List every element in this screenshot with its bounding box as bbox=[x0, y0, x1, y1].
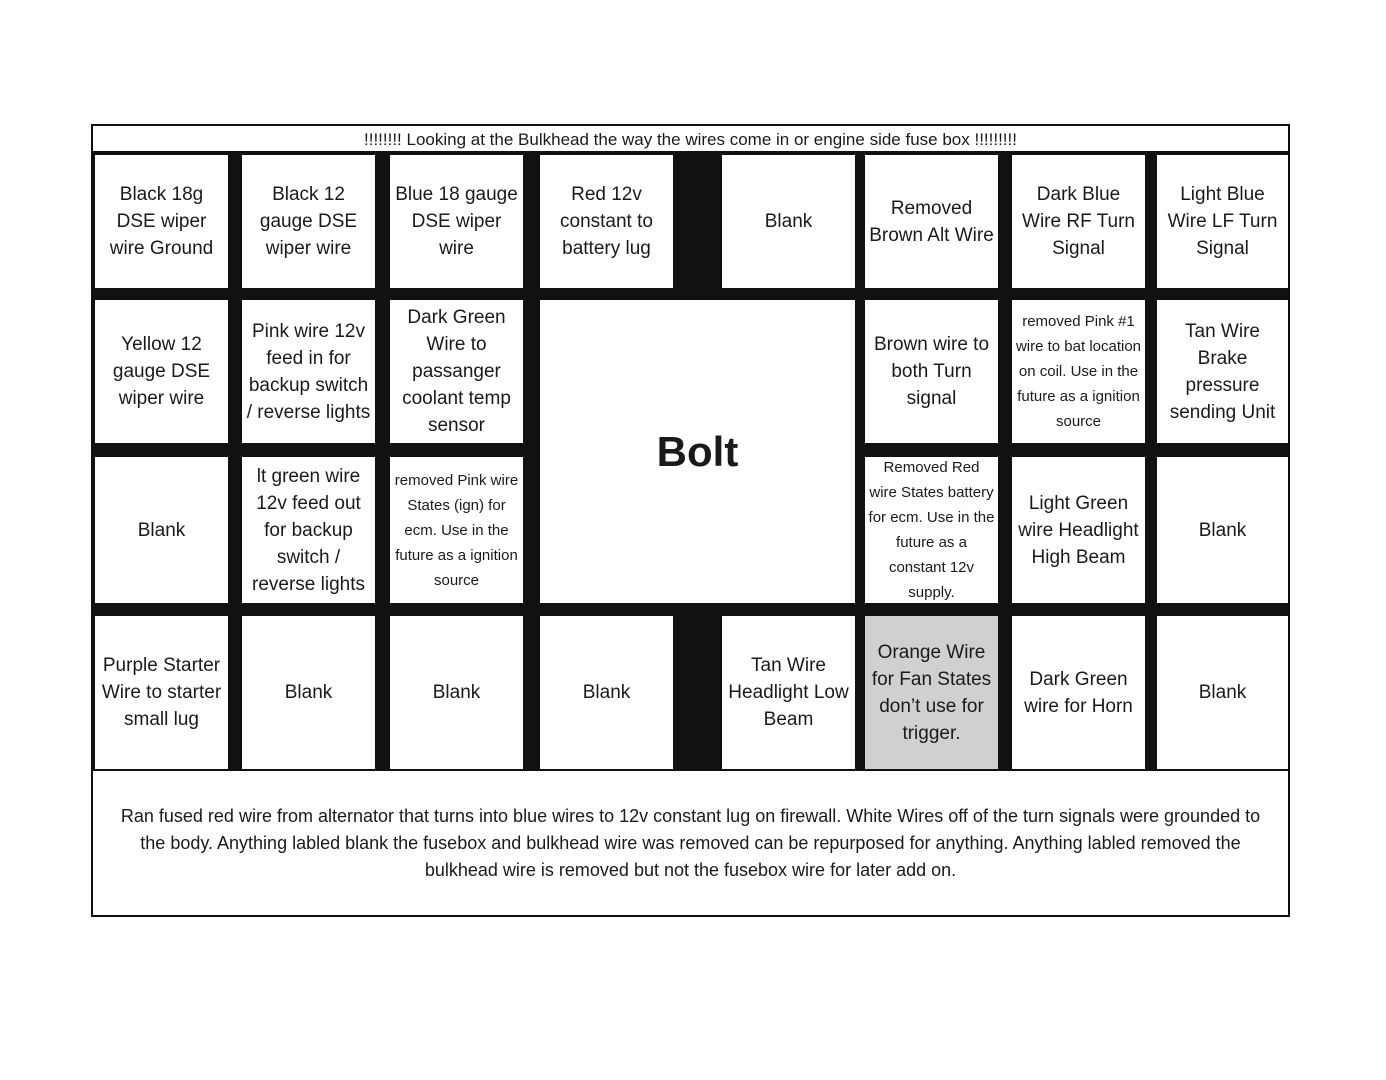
cell-r2-c2 bbox=[242, 300, 375, 443]
bolt-label: Bolt bbox=[656, 427, 739, 475]
cell-label: Tan Wire Brake pressure sending Unit bbox=[1169, 320, 1276, 423]
cell-r4-c7 bbox=[1012, 616, 1145, 769]
cell-label: lt green wire 12v feed out for backup switch / reverse lights bbox=[252, 465, 365, 595]
cell-r3-c8 bbox=[1157, 457, 1288, 603]
cell-label: removed Pink #1 wire to bat location on coil. Use in the future as a ignition source bbox=[1015, 313, 1142, 430]
cell-label: Light Blue Wire LF Turn Signal bbox=[1167, 184, 1278, 259]
cell-label: removed Pink wire States (ign) for ecm. Use in the future as a ignition source bbox=[394, 471, 519, 589]
cell-r4-c8 bbox=[1157, 616, 1288, 769]
cell-label: Brown wire to both Turn signal bbox=[873, 334, 990, 409]
cell-r1-c4 bbox=[540, 155, 673, 288]
cell-label: Blank bbox=[1198, 519, 1247, 541]
cell-label: Blank bbox=[764, 211, 813, 232]
cell-label: Dark Green Wire to passanger coolant temp sensor bbox=[402, 307, 511, 436]
cell-label: Light Green wire Headlight High Beam bbox=[1018, 492, 1139, 568]
cell-r4-c6-highlighted bbox=[865, 616, 998, 769]
cell-label: Dark Green wire for Horn bbox=[1024, 668, 1133, 717]
cell-label: Blank bbox=[582, 682, 631, 703]
cell-r2-c3 bbox=[390, 300, 523, 443]
cell-r1-c2 bbox=[242, 155, 375, 288]
bulkhead-diagram bbox=[91, 124, 1290, 917]
cell-r1-c1 bbox=[95, 155, 228, 288]
cell-r2-c8 bbox=[1157, 300, 1288, 443]
cell-label: Yellow 12 gauge DSE wiper wire bbox=[112, 334, 211, 409]
cell-label: Black 12 gauge DSE wiper wire bbox=[259, 184, 358, 259]
cell-r4-c3 bbox=[390, 616, 523, 769]
cell-r1-c5 bbox=[722, 155, 855, 288]
cell-r1-c6 bbox=[865, 155, 998, 288]
cell-r4-c5 bbox=[722, 616, 855, 769]
cell-label: Red 12v constant to battery lug bbox=[560, 184, 653, 259]
cell-r2-c7 bbox=[1012, 300, 1145, 443]
cell-label: Blue 18 gauge DSE wiper wire bbox=[395, 184, 518, 259]
cell-r1-c7 bbox=[1012, 155, 1145, 288]
footer-note bbox=[93, 769, 1288, 915]
cell-label: Blank bbox=[432, 682, 481, 703]
cell-label: Tan Wire Headlight Low Beam bbox=[728, 655, 849, 730]
cell-label: Pink wire 12v feed in for backup switch / reverse lights bbox=[246, 320, 371, 423]
cell-label: Dark Blue Wire RF Turn Signal bbox=[1022, 184, 1135, 259]
cell-label: Purple Starter Wire to starter small lug bbox=[101, 655, 222, 730]
footer-note-text: Ran fused red wire from alternator that turns into blue wires to 12v constant lug on firewall. White Wires off of the turn signals were grounded to the body. Anything labled blank the fusebox and bulkhead wire was removed can be repurposed for anything. Anything labled removed the bulkhead wire is removed but not the fusebox wire for later add on. bbox=[120, 805, 1261, 880]
cell-r1-c3 bbox=[390, 155, 523, 288]
cell-r4-c1 bbox=[95, 616, 228, 769]
cell-r3-c1 bbox=[95, 457, 228, 603]
cell-label: Orange Wire for Fan States don’t use for trigger. bbox=[871, 641, 992, 744]
cell-r1-c8 bbox=[1157, 155, 1288, 288]
cell-r3-c7 bbox=[1012, 457, 1145, 603]
cell-r2-c6 bbox=[865, 300, 998, 443]
cell-r4-c2 bbox=[242, 616, 375, 769]
bolt-block bbox=[540, 300, 855, 603]
cell-r3-c3 bbox=[390, 457, 523, 603]
cell-r3-c2 bbox=[242, 457, 375, 603]
cell-label: Blank bbox=[1198, 682, 1247, 703]
cell-label: Blank bbox=[137, 519, 186, 541]
cell-label: Blank bbox=[284, 682, 333, 703]
diagram-title: !!!!!!!! Looking at the Bulkhead the way the wires come in or engine side fuse box !!!!!!!!! bbox=[93, 126, 1288, 153]
cell-r4-c4 bbox=[540, 616, 673, 769]
cell-label: Removed Red wire States battery for ecm. Use in the future as a constant 12v supply. bbox=[868, 459, 995, 601]
cell-r2-c1 bbox=[95, 300, 228, 443]
cell-r3-c6 bbox=[865, 457, 998, 603]
cell-label: Removed Brown Alt Wire bbox=[869, 197, 994, 246]
cell-label: Black 18g DSE wiper wire Ground bbox=[109, 184, 214, 259]
bulkhead-grid bbox=[93, 153, 1288, 769]
